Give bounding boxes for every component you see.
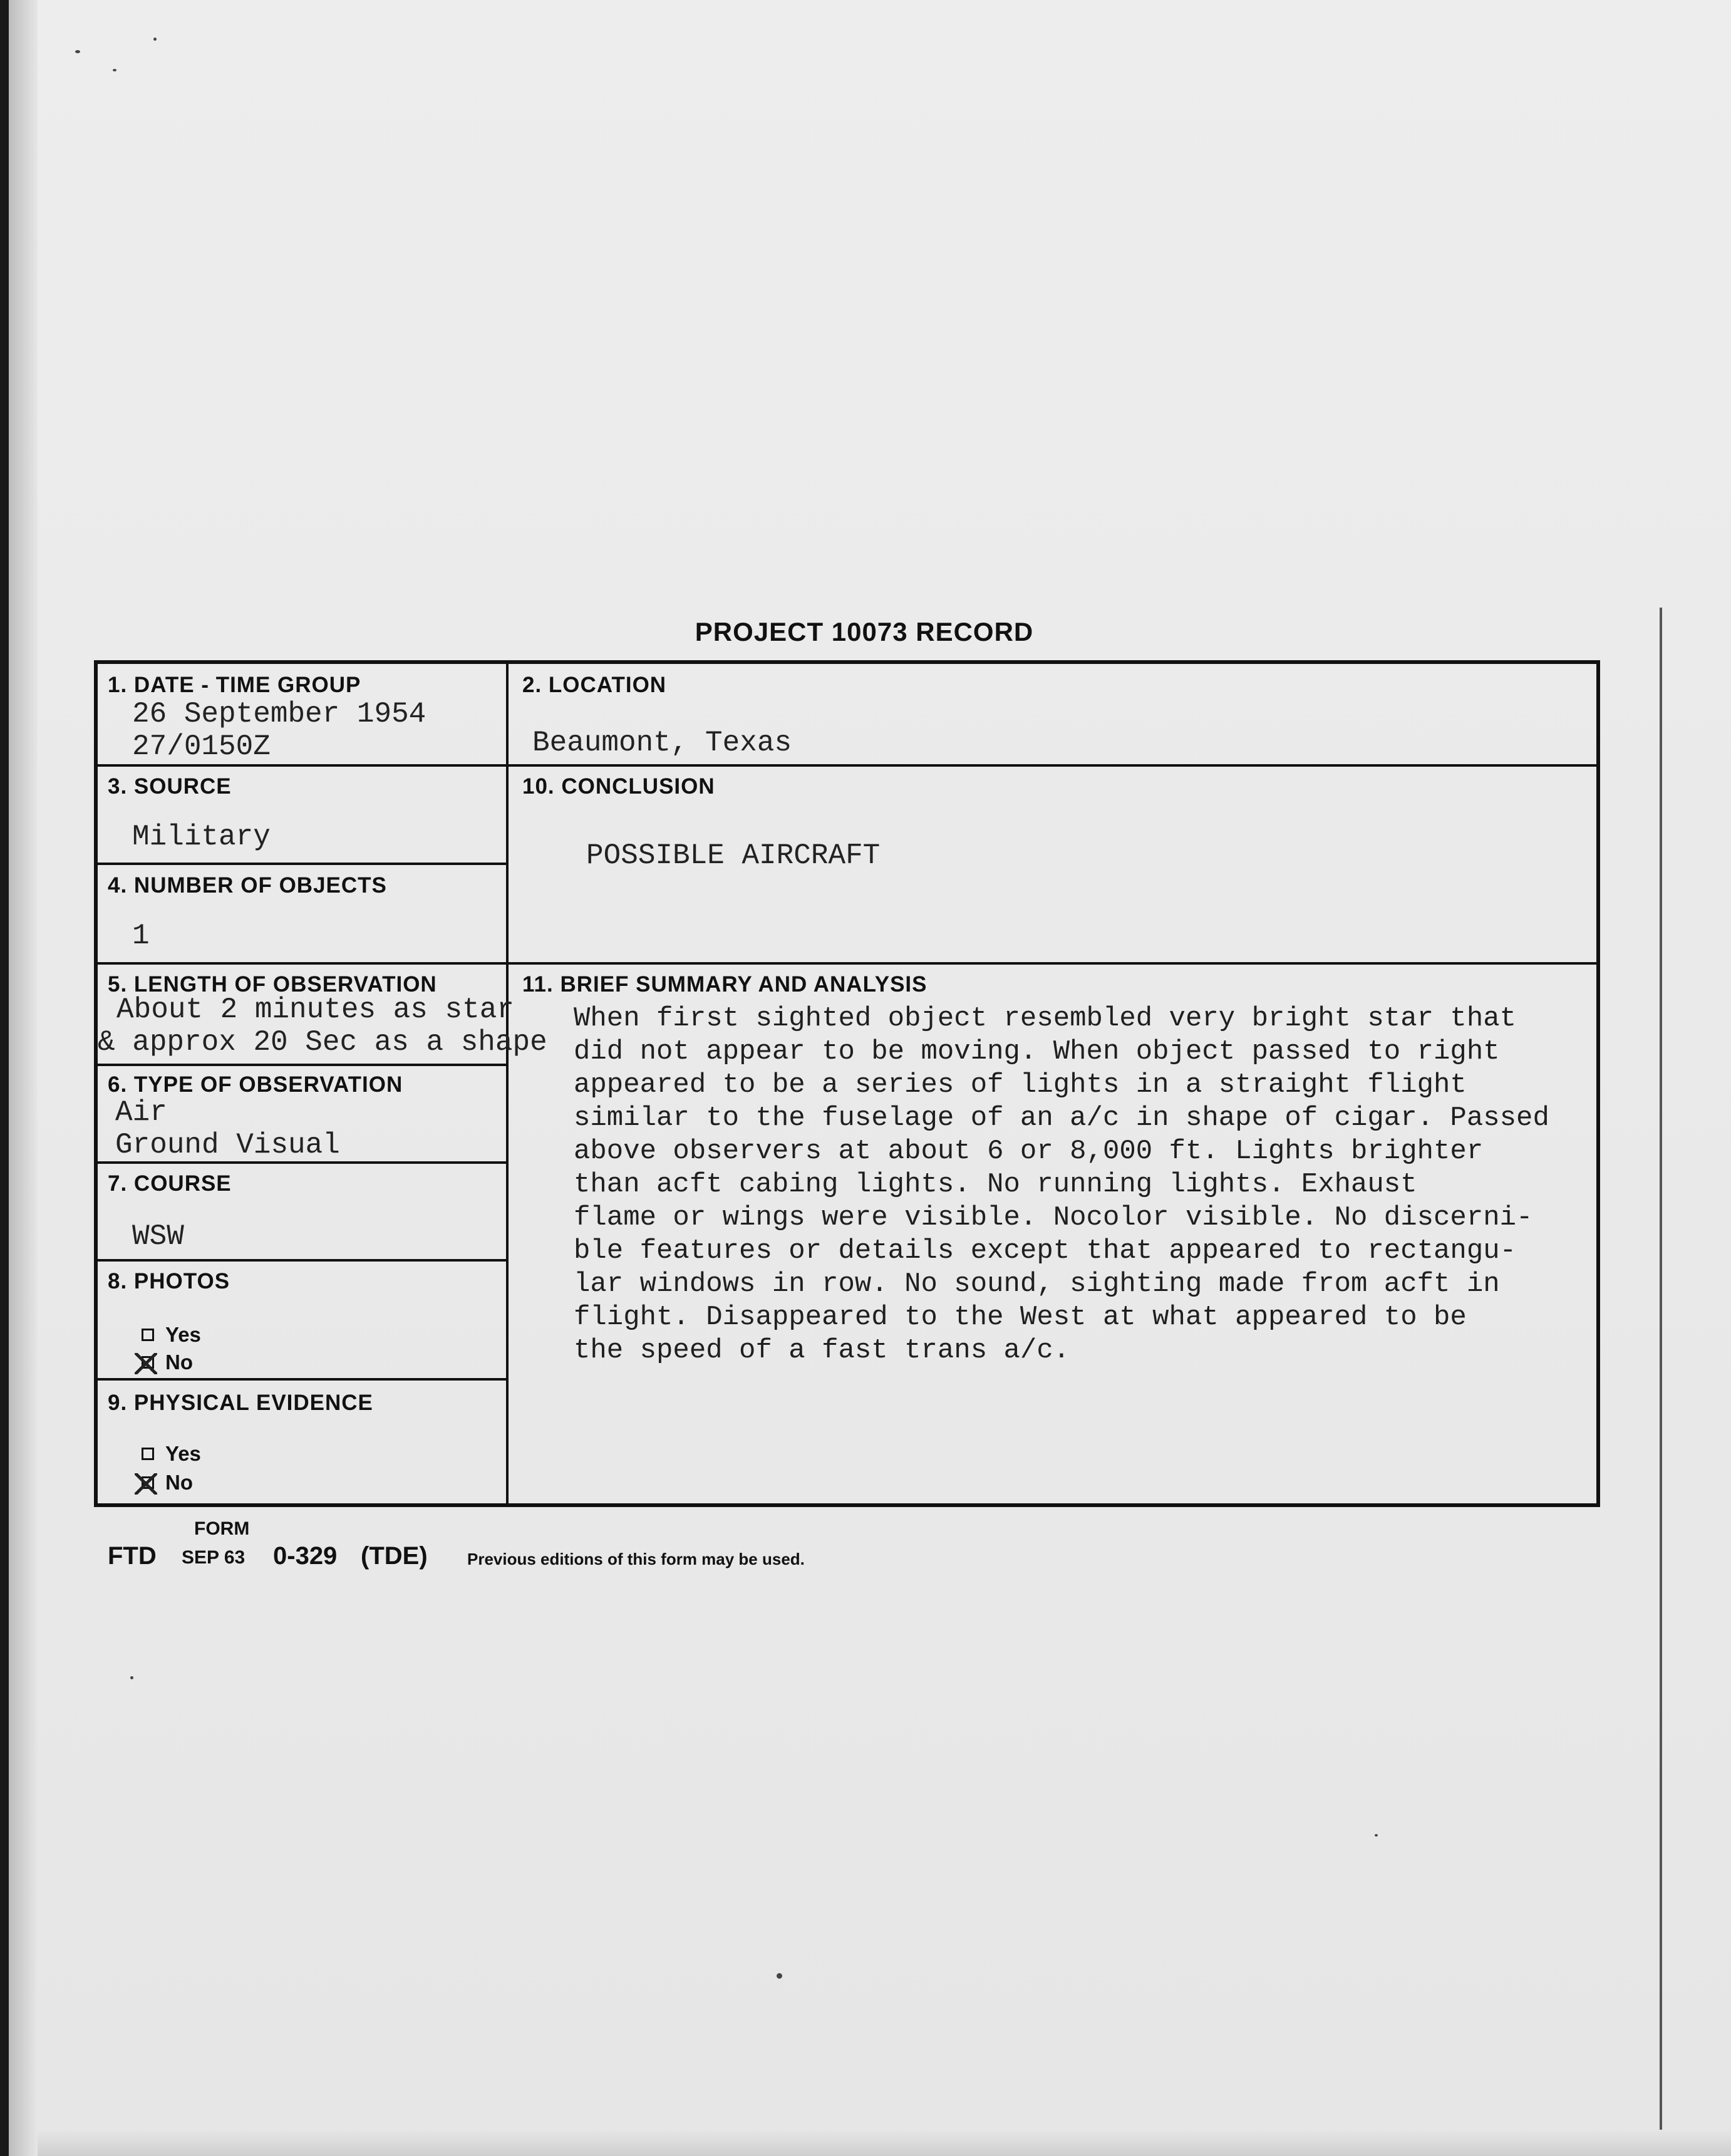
photos-no-label: No <box>165 1350 193 1374</box>
summary-line: than acft cabing lights. No running lights. Exhaust <box>574 1169 1417 1200</box>
row-divider <box>98 863 509 865</box>
photos-no-option[interactable] <box>142 1350 193 1374</box>
scan-left-shadow <box>9 0 38 2156</box>
summary-text <box>574 1002 1588 1367</box>
date-time-group-label: 1. DATE - TIME GROUP <box>108 673 361 697</box>
location-value: Beaumont, Texas <box>532 727 792 759</box>
photos-yes-option[interactable] <box>142 1323 201 1347</box>
summary-line: ble features or details except that appeared to rectangu- <box>574 1235 1517 1267</box>
record-form <box>94 660 1600 1507</box>
footer-ftd: FTD <box>108 1542 157 1570</box>
footer-note: Previous editions of this form may be used. <box>467 1550 805 1568</box>
row-divider <box>506 962 1596 965</box>
source-value: Military <box>132 821 271 853</box>
photos-label: 8. PHOTOS <box>108 1269 230 1293</box>
summary-line: appeared to be a series of lights in a straight flight <box>574 1069 1467 1101</box>
course-label: 7. COURSE <box>108 1171 232 1196</box>
footer-form-number: 0-329 <box>273 1542 338 1570</box>
summary-line: similar to the fuselage of an a/c in shape of cigar. Passed <box>574 1102 1549 1134</box>
evidence-yes-checkbox[interactable] <box>142 1448 154 1460</box>
row-divider <box>98 1161 509 1164</box>
source-label: 3. SOURCE <box>108 774 232 799</box>
length-line-1: About 2 minutes as star <box>116 993 514 1026</box>
row-divider <box>98 1259 509 1262</box>
summary-line: lar windows in row. No sound, sighting made from acft in <box>574 1268 1500 1300</box>
scan-speck <box>113 69 116 71</box>
evidence-no-checkbox[interactable] <box>142 1476 154 1489</box>
summary-line: When first sighted object resembled very bright star that <box>574 1003 1517 1034</box>
evidence-no-option[interactable] <box>142 1471 193 1495</box>
type-of-observation-label: 6. TYPE OF OBSERVATION <box>108 1072 403 1097</box>
photos-yes-checkbox[interactable] <box>142 1329 154 1341</box>
summary-line: the speed of a fast trans a/c. <box>574 1335 1070 1366</box>
course-value: WSW <box>132 1220 184 1253</box>
row-divider <box>506 764 1596 767</box>
form-title: PROJECT 10073 RECORD <box>695 617 1034 646</box>
row-divider <box>98 1378 509 1381</box>
summary-line: flame or wings were visible. Nocolor visible. No discerni- <box>574 1202 1533 1233</box>
footer-date: SEP 63 <box>182 1547 245 1568</box>
summary-line: did not appear to be moving. When object passed to right <box>574 1036 1500 1067</box>
scan-speck <box>75 50 80 53</box>
summary-line: flight. Disappeared to the West at what appeared to be <box>574 1302 1467 1333</box>
scan-bottom-edge <box>38 2130 1731 2156</box>
time-value: 27/0150Z <box>132 730 271 763</box>
summary-line: above observers at about 6 or 8,000 ft. Lights brighter <box>574 1136 1484 1167</box>
scan-left-edge <box>0 0 9 2156</box>
photos-yes-label: Yes <box>165 1323 201 1346</box>
physical-evidence-label: 9. PHYSICAL EVIDENCE <box>108 1391 373 1415</box>
footer-form-word: FORM <box>194 1518 250 1539</box>
conclusion-label: 10. CONCLUSION <box>522 774 715 799</box>
scan-speck <box>130 1676 133 1679</box>
evidence-yes-option[interactable] <box>142 1442 201 1466</box>
scan-speck <box>153 38 157 41</box>
type-line-2: Ground Visual <box>115 1129 340 1161</box>
scan-speck <box>1375 1834 1378 1837</box>
row-divider <box>98 962 509 965</box>
scan-speck <box>777 1973 782 1979</box>
length-line-2: & approx 20 Sec as a shape <box>98 1026 547 1059</box>
evidence-yes-label: Yes <box>165 1442 201 1465</box>
length-of-observation-label: 5. LENGTH OF OBSERVATION <box>108 972 437 997</box>
number-of-objects-label: 4. NUMBER OF OBJECTS <box>108 873 387 898</box>
number-of-objects-value: 1 <box>132 920 150 952</box>
scan-right-edge <box>1660 608 1662 2156</box>
location-label: 2. LOCATION <box>522 673 667 697</box>
column-divider <box>506 664 509 1503</box>
type-line-1: Air <box>115 1096 167 1129</box>
photos-no-checkbox[interactable] <box>142 1356 154 1369</box>
date-value: 26 September 1954 <box>132 698 426 730</box>
evidence-no-label: No <box>165 1471 193 1494</box>
summary-label: 11. BRIEF SUMMARY AND ANALYSIS <box>522 972 928 997</box>
conclusion-value: POSSIBLE AIRCRAFT <box>586 839 881 872</box>
footer-office: (TDE) <box>361 1542 428 1570</box>
row-divider <box>98 1064 509 1066</box>
row-divider <box>98 764 509 767</box>
